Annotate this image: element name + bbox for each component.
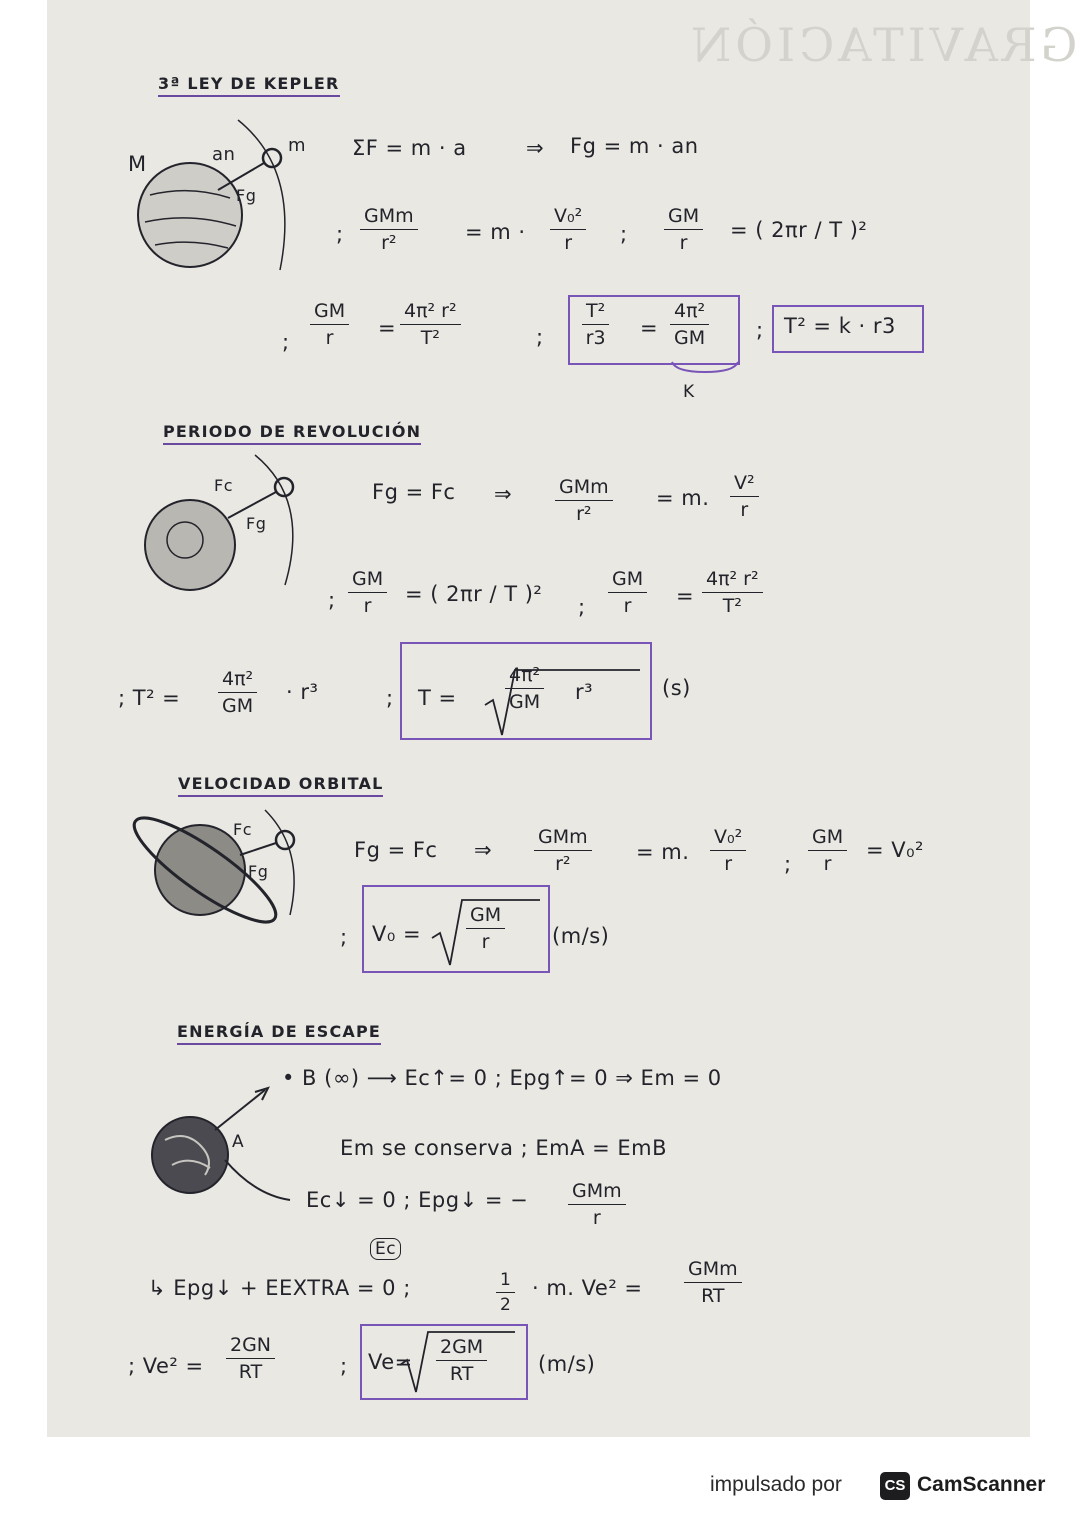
orbital-title: VELOCIDAD ORBITAL bbox=[178, 774, 383, 797]
num: V₀² bbox=[714, 826, 743, 848]
kepler-eq3-frac-b bbox=[400, 300, 461, 349]
periodo-title: PERIODO DE REVOLUCIÓN bbox=[163, 422, 421, 445]
escape-line5-frac bbox=[226, 1334, 275, 1383]
escape-line4-half bbox=[496, 1270, 515, 1315]
kepler-eq3-frac-a bbox=[310, 300, 349, 349]
num: V² bbox=[734, 472, 755, 494]
orbital-unit: (m/s) bbox=[552, 924, 610, 948]
den: r² bbox=[555, 853, 571, 875]
periodo-eq2-frac-d bbox=[702, 568, 763, 617]
kepler-eq3-box-frac-a bbox=[582, 300, 609, 349]
periodo-eq1-frac-a bbox=[555, 476, 613, 525]
den: RT bbox=[238, 1361, 263, 1383]
den: r bbox=[740, 499, 749, 521]
footer-brand: CamScanner bbox=[917, 1473, 1046, 1496]
escape-line5-semi: ; bbox=[340, 1354, 348, 1378]
periodo-eq3-frac bbox=[218, 668, 257, 717]
orbital-eq1-frac-c bbox=[808, 826, 847, 875]
den: r bbox=[679, 232, 688, 254]
orbital-eq1-semi: ; bbox=[784, 852, 792, 876]
orbital-eq1-arrow: ⇒ bbox=[474, 838, 493, 862]
kepler-eq2-eq: = m · bbox=[465, 220, 526, 244]
escape-line4-left: ↳ Epg↓ + EEXTRA = 0 ; bbox=[148, 1276, 411, 1300]
orbital-eq1-frac-a bbox=[534, 826, 592, 875]
escape-title: ENERGÍA DE ESCAPE bbox=[177, 1022, 381, 1045]
num: T² bbox=[586, 300, 606, 322]
num: GM bbox=[612, 568, 644, 590]
periodo-unit: (s) bbox=[662, 676, 691, 700]
label-fg: Fg bbox=[236, 186, 257, 205]
camscanner-footer bbox=[710, 1470, 1060, 1506]
kepler-eq2-frac-b bbox=[550, 205, 586, 254]
kepler-eq3-box-frac-b bbox=[670, 300, 709, 349]
equals: = bbox=[378, 316, 397, 340]
num: 4π² bbox=[674, 300, 706, 322]
periodo-eq1-frac-b bbox=[730, 472, 759, 521]
num: GM bbox=[352, 568, 384, 590]
num: GM bbox=[470, 904, 502, 926]
camscanner-logo-icon: CS bbox=[880, 1472, 910, 1500]
num: 4π² r² bbox=[404, 300, 457, 322]
num: GM bbox=[314, 300, 346, 322]
orbital-box-frac bbox=[466, 904, 505, 953]
kepler-result: T² = k · r3 bbox=[784, 314, 896, 338]
num: V₀² bbox=[554, 205, 583, 227]
escape-line5-left: ; Ve² = bbox=[128, 1354, 204, 1378]
kepler-eq2-frac-a bbox=[360, 205, 418, 254]
periodo-eq2-frac-a bbox=[348, 568, 387, 617]
equals: = bbox=[640, 316, 659, 340]
den: GM bbox=[222, 695, 254, 717]
orbital-eq1-left: Fg = Fc bbox=[354, 838, 438, 862]
kepler-title: 3ª LEY DE KEPLER bbox=[158, 74, 340, 97]
num: 1 bbox=[500, 1270, 511, 1290]
den: r bbox=[325, 327, 334, 349]
num: GMm bbox=[688, 1258, 738, 1280]
kepler-eq2-d: = ( 2πr / T )² bbox=[730, 218, 868, 242]
escape-line3-left: Ec↓ = 0 ; Epg↓ = − bbox=[306, 1188, 529, 1212]
den: r bbox=[363, 595, 372, 617]
num: GMm bbox=[559, 476, 609, 498]
orbital-eq1-frac-b bbox=[710, 826, 746, 875]
planet-saturn-icon bbox=[123, 803, 294, 937]
den: r bbox=[623, 595, 632, 617]
num: GMm bbox=[364, 205, 414, 227]
num: 4π² r² bbox=[706, 568, 759, 590]
kepler-eq3-semi2: ; bbox=[536, 325, 544, 349]
den: r3 bbox=[585, 327, 606, 349]
orbital-box-lhs: V₀ = bbox=[372, 922, 422, 946]
num: GM bbox=[812, 826, 844, 848]
escape-ec-label: Ec bbox=[370, 1238, 401, 1260]
num: 4π² bbox=[509, 664, 541, 686]
escape-line4-mid: · m. Ve² = bbox=[532, 1276, 643, 1300]
periodo-eq2-b: = ( 2πr / T )² bbox=[405, 582, 543, 606]
periodo-eq3-semi: ; bbox=[386, 686, 394, 710]
periodo-box-frac bbox=[505, 664, 544, 713]
periodo-eq1-left: Fg = Fc bbox=[372, 480, 456, 504]
escape-line3-frac bbox=[568, 1180, 626, 1229]
periodo-eq2-semi: ; bbox=[328, 588, 336, 612]
label-A: A bbox=[232, 1132, 245, 1152]
den: r bbox=[823, 853, 832, 875]
kepler-eq2-frac-c bbox=[664, 205, 703, 254]
label-M: M bbox=[128, 152, 147, 176]
footer-label: impulsado por bbox=[710, 1473, 842, 1496]
den: GM bbox=[674, 327, 706, 349]
den: r bbox=[592, 1207, 601, 1229]
kepler-eq1-left: ΣF = m · a bbox=[352, 136, 467, 160]
num: GM bbox=[668, 205, 700, 227]
orbital-eq1-tail: = V₀² bbox=[866, 838, 924, 862]
num: GMm bbox=[572, 1180, 622, 1202]
escape-box-lhs: Ve= bbox=[368, 1350, 413, 1374]
den: r² bbox=[381, 232, 397, 254]
den: r² bbox=[576, 503, 592, 525]
escape-unit: (m/s) bbox=[538, 1352, 596, 1376]
periodo-eq1-mid: = m. bbox=[656, 486, 710, 510]
escape-box-frac bbox=[436, 1336, 487, 1385]
kepler-eq3-semi: ; bbox=[282, 330, 290, 354]
label-fc: Fc bbox=[233, 820, 252, 839]
num: 4π² bbox=[222, 668, 254, 690]
orbital-eq1-mid: = m. bbox=[636, 840, 690, 864]
periodo-eq3-left: ; T² = bbox=[118, 686, 181, 710]
periodo-eq3-tail: · r³ bbox=[286, 680, 319, 704]
escape-line4-frac bbox=[684, 1258, 742, 1307]
num: 2GM bbox=[440, 1336, 484, 1358]
den: RT bbox=[449, 1363, 474, 1385]
planet-kepler-icon bbox=[138, 120, 285, 270]
periodo-box-tail: r³ bbox=[575, 680, 594, 704]
periodo-eq1-arrow: ⇒ bbox=[494, 482, 513, 506]
label-fg: Fg bbox=[246, 514, 267, 533]
label-fc: Fc bbox=[214, 476, 233, 495]
periodo-eq2-frac-c bbox=[608, 568, 647, 617]
orbital-eq2-semi: ; bbox=[340, 925, 348, 949]
bleed-through-text: GRAVITACIÓN bbox=[687, 18, 1078, 72]
num: GMm bbox=[538, 826, 588, 848]
escape-line2: Em se conserva ; EmA = EmB bbox=[340, 1136, 668, 1160]
den: r bbox=[564, 232, 573, 254]
den: 2 bbox=[500, 1295, 511, 1315]
den: RT bbox=[701, 1285, 725, 1307]
escape-line1: • B (∞) ⟶ Ec↑= 0 ; Epg↑= 0 ⇒ Em = 0 bbox=[282, 1066, 722, 1090]
label-fg: Fg bbox=[248, 862, 269, 881]
planet-escape-icon bbox=[152, 1088, 290, 1200]
num: 2GN bbox=[230, 1334, 272, 1356]
den: GM bbox=[509, 691, 541, 713]
den: T² bbox=[420, 327, 440, 349]
periodo-eq2-semi2: ; bbox=[578, 595, 586, 619]
kepler-eq2-semi: ; bbox=[336, 222, 344, 246]
den: r bbox=[481, 931, 490, 953]
den: r bbox=[724, 853, 733, 875]
den: T² bbox=[722, 595, 742, 617]
kepler-eq1-right: Fg = m · an bbox=[570, 134, 699, 158]
label-an: an bbox=[212, 144, 236, 165]
kepler-k-label: K bbox=[683, 382, 695, 402]
kepler-eq2-semi2: ; bbox=[620, 222, 628, 246]
periodo-box-lhs: T = bbox=[418, 686, 457, 710]
kepler-eq3-semi3: ; bbox=[756, 318, 764, 342]
equals: = bbox=[676, 584, 695, 608]
label-m: m bbox=[288, 135, 307, 156]
kepler-eq1-arrow: ⇒ bbox=[526, 136, 545, 160]
